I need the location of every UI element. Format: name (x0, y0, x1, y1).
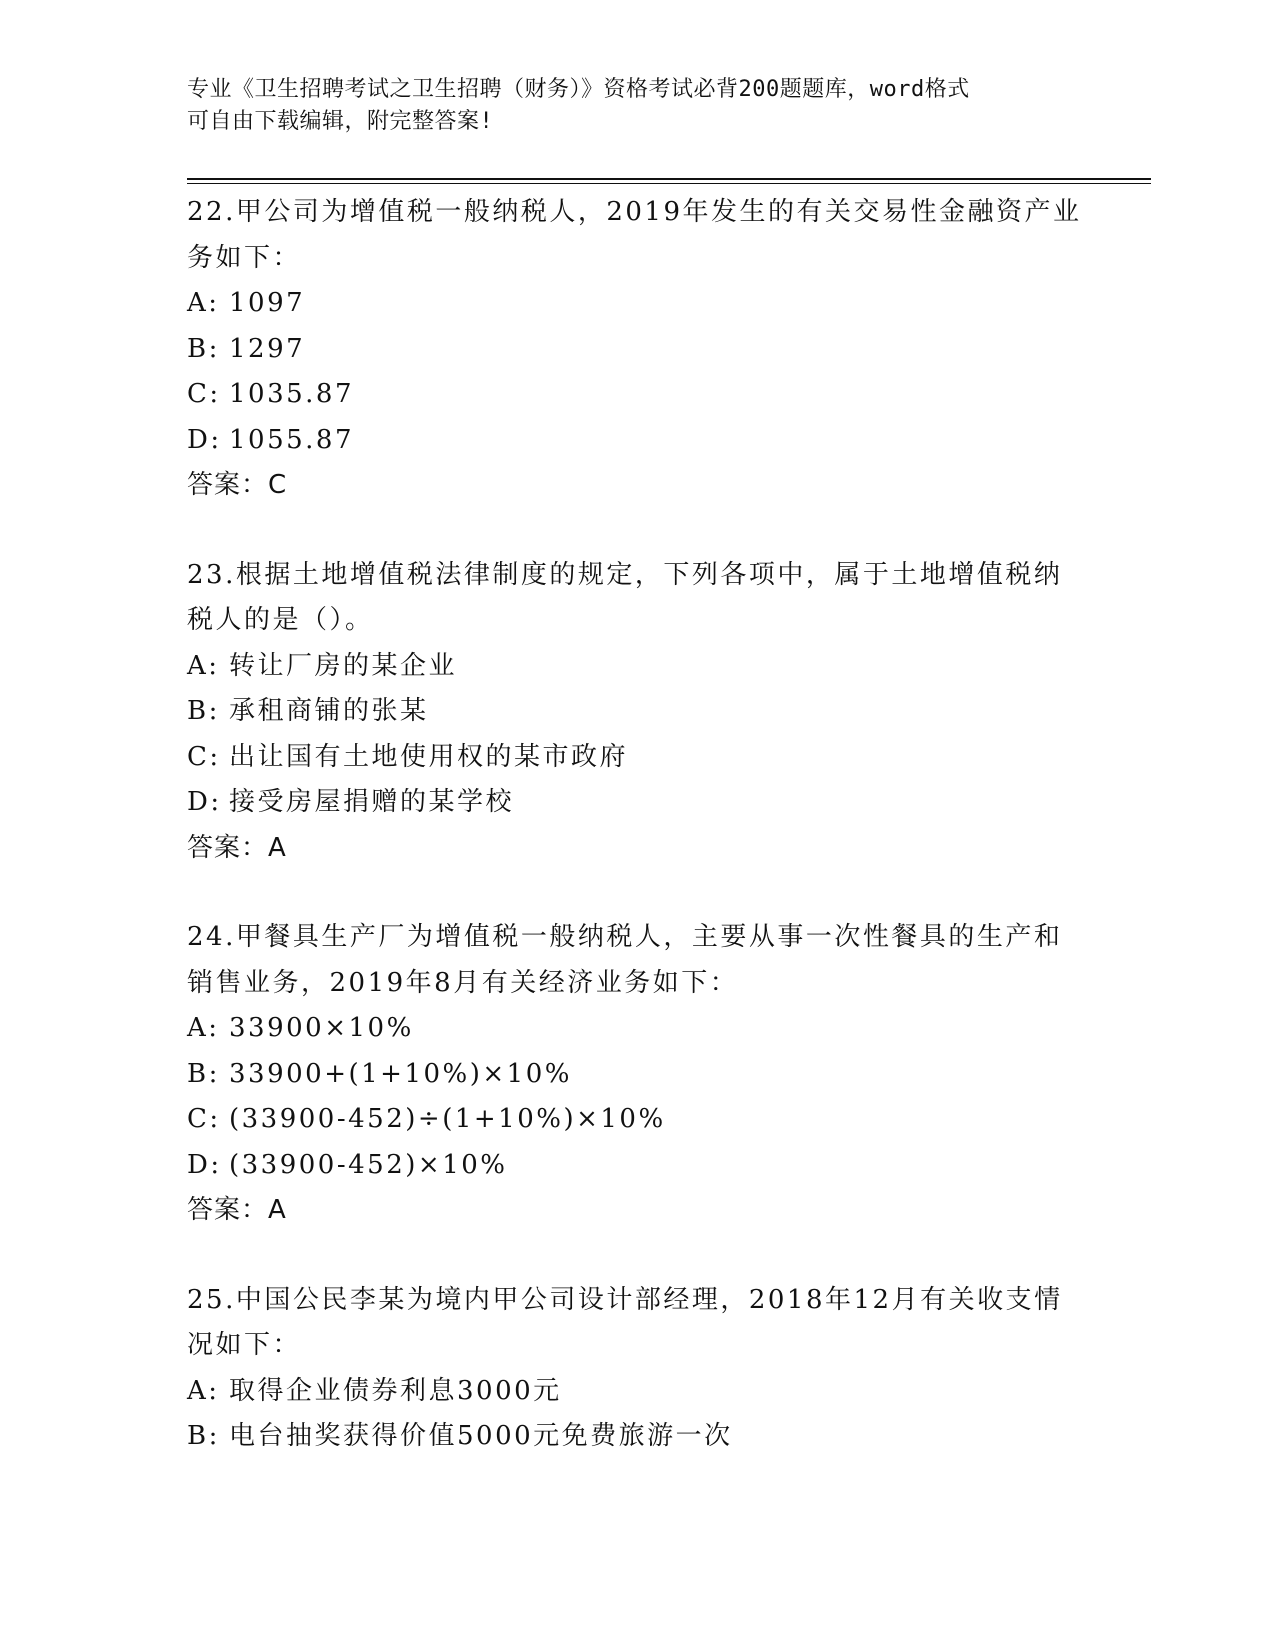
option-text: 取得企业债券利息3000元 (229, 1375, 562, 1406)
option-d (187, 418, 1087, 464)
option-letter: C: (187, 1104, 221, 1134)
option-c (187, 735, 1087, 781)
question-stem-line-1: 25.中国公民李某为境内甲公司设计部经理，2018年12月有关收支情 (187, 1284, 1063, 1315)
option-text: 接受房屋捐赠的某学校 (229, 787, 515, 817)
option-b (187, 689, 1087, 735)
option-c (187, 372, 1087, 418)
question-stem-line-1: 23.根据土地增值税法律制度的规定，下列各项中，属于土地增值税纳 (187, 559, 1063, 590)
option-a (187, 1006, 1087, 1052)
option-letter: D: (187, 787, 222, 817)
question-22 (187, 190, 1087, 509)
option-text: 1297 (229, 333, 306, 364)
question-stem-line-2: 税人的是（）。 (187, 605, 374, 635)
option-text: (33900-452)×10% (229, 1149, 508, 1180)
question-stem-line-2: 销售业务，2019年8月有关经济业务如下： (187, 967, 739, 998)
question-stem-line-1: 24.甲餐具生产厂为增值税一般纳税人，主要从事一次性餐具的生产和 (187, 922, 1063, 952)
option-letter: C: (187, 741, 221, 772)
option-b (187, 1414, 1087, 1460)
option-text: 1097 (229, 288, 306, 318)
answer-line: 答案：A (187, 1195, 287, 1225)
answer-line: 答案：C (187, 470, 288, 500)
document-header (187, 74, 1067, 138)
header-line-1: 专业《卫生招聘考试之卫生招聘（财务）》资格考试必背200题题库，word格式 (187, 77, 970, 102)
option-text: 1055.87 (229, 424, 355, 455)
option-letter: C: (187, 379, 221, 409)
option-letter: A: (187, 650, 220, 681)
header-line-2: 可自由下载编辑，附完整答案! (187, 109, 494, 134)
option-b (187, 1052, 1087, 1098)
option-a (187, 1369, 1087, 1415)
option-letter: B: (187, 1058, 220, 1089)
question-stem-line-2: 务如下： (187, 242, 302, 273)
option-text: 承租商铺的张某 (229, 696, 429, 726)
question-list (187, 190, 1087, 1504)
option-letter: D: (187, 424, 222, 455)
question-24 (187, 915, 1087, 1234)
question-25 (187, 1278, 1087, 1460)
option-letter: A: (187, 1375, 220, 1406)
option-d (187, 1143, 1087, 1189)
option-text: 1035.87 (229, 379, 355, 409)
option-letter: D: (187, 1149, 222, 1180)
option-text: 转让厂房的某企业 (229, 650, 458, 681)
option-letter: A: (187, 1013, 220, 1043)
option-text: (33900-452)÷(1+10%)×10% (229, 1104, 666, 1134)
option-c (187, 1097, 1087, 1143)
header-divider (187, 178, 1151, 184)
option-letter: B: (187, 696, 220, 726)
option-d (187, 780, 1087, 826)
question-stem-line-1: 22.甲公司为增值税一般纳税人，2019年发生的有关交易性金融资产业 (187, 197, 1082, 227)
question-stem-line-2: 况如下： (187, 1330, 302, 1360)
option-text: 电台抽奖获得价值5000元免费旅游一次 (229, 1421, 733, 1451)
option-b (187, 327, 1087, 373)
option-a (187, 644, 1087, 690)
option-letter: A: (187, 288, 220, 318)
option-letter: B: (187, 333, 220, 364)
option-text: 33900×10% (229, 1013, 414, 1043)
option-text: 出让国有土地使用权的某市政府 (229, 741, 629, 772)
answer-line: 答案：A (187, 832, 287, 863)
question-23 (187, 553, 1087, 872)
option-text: 33900+(1+10%)×10% (229, 1058, 572, 1089)
option-a (187, 281, 1087, 327)
option-letter: B: (187, 1421, 220, 1451)
